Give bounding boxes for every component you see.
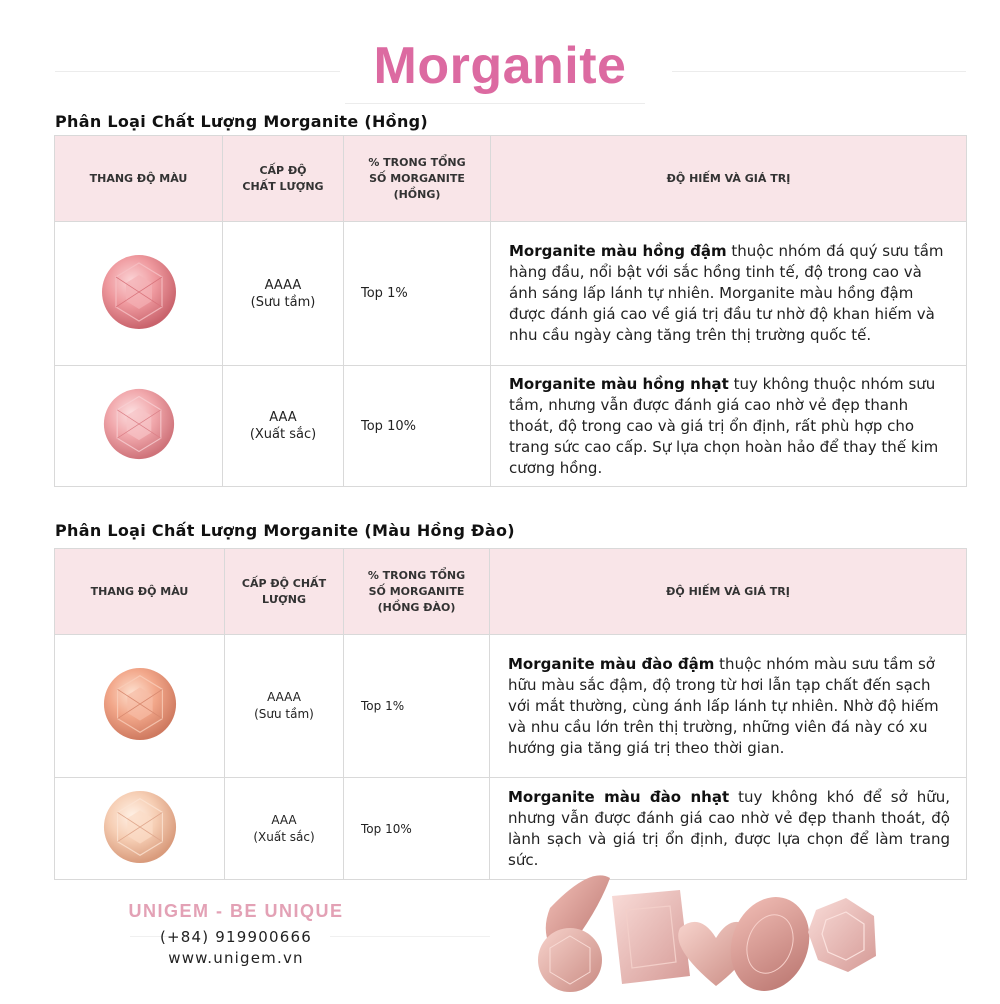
- gem-cell: [55, 778, 225, 880]
- description-cell: [491, 366, 967, 487]
- section-heading-peach: Phân Loại Chất Lượng Morganite (Màu Hồng Đào): [55, 521, 515, 540]
- grade-value: AAAA: [267, 690, 301, 704]
- header-percent: % TRONG TỔNG SỐ MORGANITE (HỒNG ĐÀO): [344, 549, 490, 635]
- oval-gem-icon: [718, 886, 822, 1000]
- grade-cell: [225, 778, 344, 880]
- description-text: thuộc nhóm đá quý sưu tầm hàng đầu, nổi bật với sắc hồng tinh tế, độ trong cao và ánh sáng lấp lánh tự nhiên. Morganite màu hồng đậm được đánh giá cao về giá trị đầu tư nhờ độ khan hiếm và nhu cầu ngày càng tăng trên thị trường quốc tế.: [509, 242, 944, 344]
- header-rarity-value: ĐỘ HIẾM VÀ GIÁ TRỊ: [490, 549, 967, 635]
- page-title: Morganite: [373, 37, 627, 95]
- grade-value: AAA: [269, 410, 297, 425]
- grade-note: (Sưu tầm): [250, 294, 316, 310]
- grade-cell: [225, 635, 344, 778]
- percent-cell: Top 10%: [344, 366, 491, 487]
- description-cell: [490, 778, 967, 880]
- gem-cell: [55, 366, 223, 487]
- grade-note: (Xuất sắc): [253, 829, 315, 844]
- gem-cell: [55, 635, 225, 778]
- header-quality-grade: CẤP ĐỘ CHẤT LƯỢNG: [223, 136, 344, 222]
- description-bold: Morganite màu đào đậm: [508, 654, 715, 673]
- description-cell: [490, 635, 967, 778]
- header-color-scale: THANG ĐỘ MÀU: [55, 136, 223, 222]
- description-text: tuy không thuộc nhóm sưu tầm, nhưng vẫn được đánh giá cao nhờ vẻ đẹp thanh thoát, độ trong cao và giá trị ổn định, rất phù hợp cho trang sức cao cấp. Sự lựa chọn hoàn hảo để thay thế kim cương hồng.: [509, 374, 939, 477]
- description-bold: Morganite màu đào nhạt: [508, 787, 730, 806]
- description-text: thuộc nhóm màu sưu tầm sở hữu màu sắc đậm, độ trong từ hơi lẫn tạp chất đến sạch với mắt thường, cùng ánh lấp lánh tự nhiên. Nhờ độ hiếm và nhu cầu lớn trên thị trường, những viên đá này có xu hướng gia tăng giá trị theo thời gian.: [508, 654, 939, 757]
- grade-value: AAA: [271, 812, 297, 827]
- footer-brand: UNIGEM - BE UNIQUE: [128, 901, 344, 921]
- title-underline: [345, 103, 645, 104]
- peach-round-gem-deep-icon: [102, 727, 178, 746]
- table-row: [55, 635, 967, 778]
- table-row: [55, 778, 967, 880]
- grade-cell: [223, 366, 344, 487]
- description-bold: Morganite màu hồng đậm: [509, 242, 727, 260]
- description-cell: [491, 222, 967, 366]
- table-header-row: [55, 136, 967, 222]
- footer-website: www.unigem.vn: [168, 949, 304, 967]
- description-bold: Morganite màu hồng nhạt: [509, 374, 729, 393]
- peach-round-gem-light-icon: [102, 850, 178, 869]
- percent-cell: Top 1%: [344, 222, 491, 366]
- table-header-row: [55, 549, 967, 635]
- percent-cell: Top 10%: [344, 778, 490, 880]
- table-row: [55, 222, 967, 366]
- header-color-scale: THANG ĐỘ MÀU: [55, 549, 225, 635]
- pink-round-gem-light-icon: [102, 446, 176, 465]
- table-row: [55, 366, 967, 487]
- pink-round-gem-deep-icon: [100, 316, 178, 335]
- footer-phone: (+84) 919900666: [159, 928, 313, 946]
- quality-table-pink: [54, 135, 967, 487]
- grade-note: (Xuất sắc): [249, 427, 317, 442]
- quality-table-peach: [54, 548, 967, 880]
- grade-cell: [223, 222, 344, 366]
- gem-cell: [55, 222, 223, 366]
- header-percent: % TRONG TỔNG SỐ MORGANITE (HỒNG): [344, 136, 491, 222]
- description-text: tuy không khó để sở hữu, nhưng vẫn được đánh giá cao nhờ vẻ đẹp thanh thoát, độ lành sạch và giá trị ổn định, được lựa chọn để làm trang sức.: [508, 787, 950, 869]
- percent-cell: Top 1%: [344, 635, 490, 778]
- section-heading-pink: Phân Loại Chất Lượng Morganite (Hồng): [55, 112, 429, 131]
- round-gem-icon: [538, 928, 602, 992]
- gem-collection-image: [530, 868, 890, 1000]
- grade-value: AAAA: [264, 277, 302, 293]
- grade-note: (Sưu tầm): [254, 707, 314, 721]
- header-quality-grade: CẤP ĐỘ CHẤT LƯỢNG: [225, 549, 344, 635]
- header-rarity-value: ĐỘ HIẾM VÀ GIÁ TRỊ: [491, 136, 967, 222]
- asscher-gem-icon: [808, 898, 876, 972]
